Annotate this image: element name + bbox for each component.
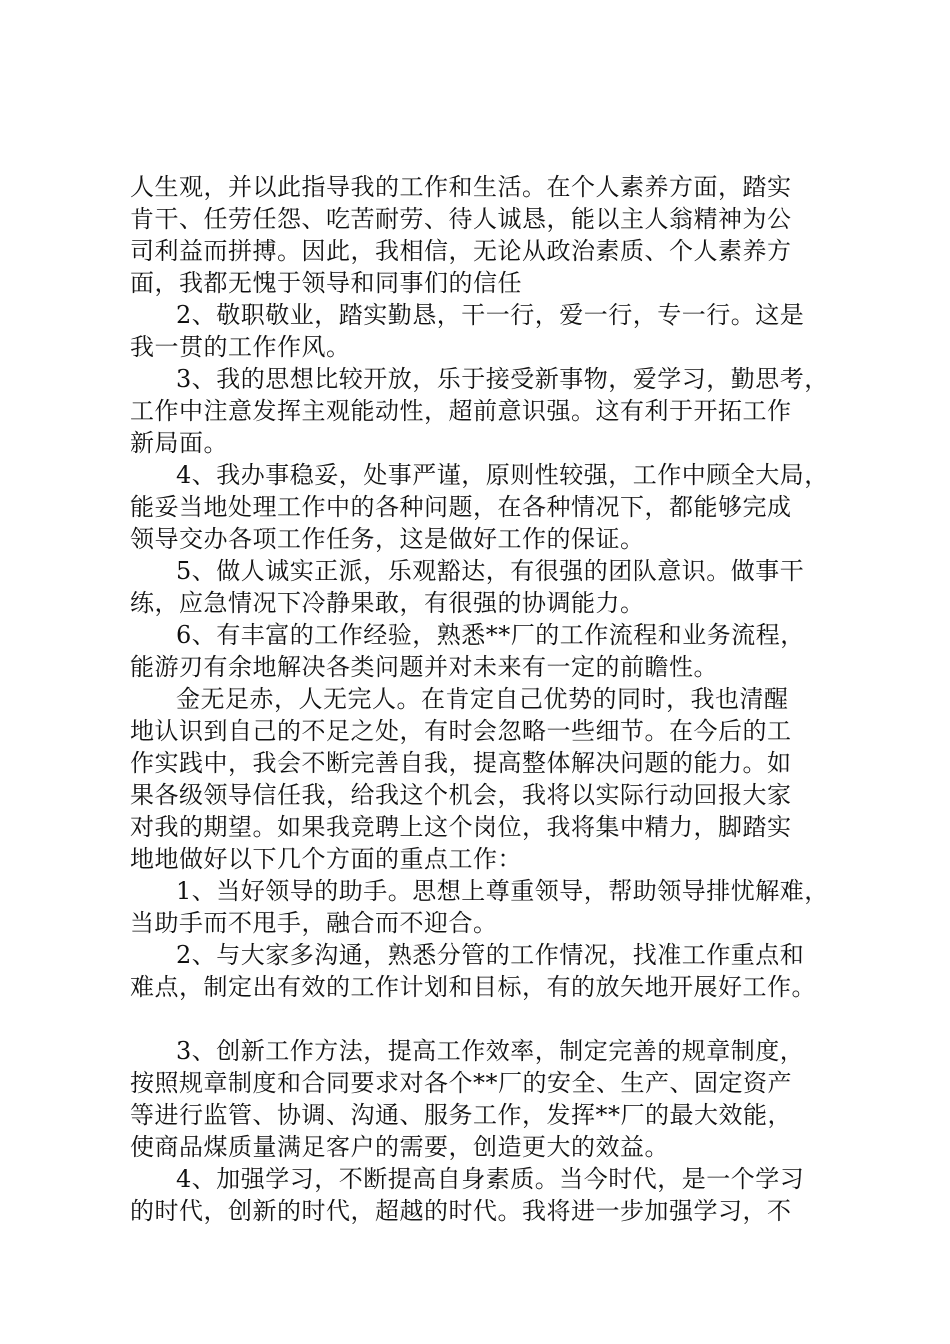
text-line: 的时代，创新的时代，超越的时代。我将进一步加强学习，不 — [130, 1197, 792, 1225]
text-line: 面，我都无愧于领导和同事们的信任 — [130, 269, 522, 297]
text-line: 3、我的思想比较开放，乐于接受新事物，爱学习，勤思考， — [176, 365, 829, 393]
text-line: 6、有丰富的工作经验，熟悉**厂的工作流程和业务流程， — [176, 621, 805, 649]
text-line: 练，应急情况下冷静果敢，有很强的协调能力。 — [130, 589, 645, 617]
text-line: 能游刃有余地解决各类问题并对未来有一定的前瞻性。 — [130, 653, 718, 681]
text-line: 3、创新工作方法，提高工作效率，制定完善的规章制度， — [176, 1037, 805, 1065]
text-line: 能妥当地处理工作中的各种问题，在各种情况下，都能够完成 — [130, 493, 792, 521]
text-line: 金无足赤，人无完人。在肯定自己优势的同时，我也清醒 — [176, 685, 789, 713]
text-line: 果各级领导信任我，给我这个机会，我将以实际行动回报大家 — [130, 781, 792, 809]
text-line: 当助手而不甩手，融合而不迎合。 — [130, 909, 498, 937]
text-line: 新局面。 — [130, 429, 228, 457]
text-line: 使商品煤质量满足客户的需要，创造更大的效益。 — [130, 1133, 669, 1161]
text-line: 我一贯的工作作风。 — [130, 333, 351, 361]
text-line: 对我的期望。如果我竞聘上这个岗位，我将集中精力，脚踏实 — [130, 813, 792, 841]
text-line: 等进行监管、协调、沟通、服务工作，发挥**厂的最大效能， — [130, 1101, 792, 1129]
text-line: 领导交办各项工作任务，这是做好工作的保证。 — [130, 525, 645, 553]
text-line: 2、与大家多沟通，熟悉分管的工作情况，找准工作重点和 — [176, 941, 805, 969]
text-line: 2、敬职敬业，踏实勤恳，干一行，爱一行，专一行。这是 — [176, 301, 805, 329]
text-line: 肯干、任劳任怨、吃苦耐劳、待人诚恳，能以主人翁精神为公 — [130, 205, 792, 233]
text-line: 作实践中，我会不断完善自我，提高整体解决问题的能力。如 — [130, 749, 792, 777]
text-line: 按照规章制度和合同要求对各个**厂的安全、生产、固定资产 — [130, 1069, 792, 1097]
text-line: 4、加强学习，不断提高自身素质。当今时代，是一个学习 — [176, 1165, 805, 1193]
text-line: 5、做人诚实正派，乐观豁达，有很强的团队意识。做事干 — [176, 557, 805, 585]
text-line: 4、我办事稳妥，处事严谨，原则性较强，工作中顾全大局， — [176, 461, 829, 489]
text-line: 1、当好领导的助手。思想上尊重领导，帮助领导排忧解难， — [176, 877, 829, 905]
text-line: 司利益而拼搏。因此，我相信，无论从政治素质、个人素养方 — [130, 237, 792, 265]
text-line: 工作中注意发挥主观能动性，超前意识强。这有利于开拓工作 — [130, 397, 792, 425]
text-line: 地地做好以下几个方面的重点工作： — [130, 845, 522, 873]
text-line: 难点，制定出有效的工作计划和目标，有的放矢地开展好工作。 — [130, 973, 816, 1001]
text-line: 地认识到自己的不足之处，有时会忽略一些细节。在今后的工 — [130, 717, 792, 745]
text-line: 人生观，并以此指导我的工作和生活。在个人素养方面，踏实 — [130, 173, 792, 201]
